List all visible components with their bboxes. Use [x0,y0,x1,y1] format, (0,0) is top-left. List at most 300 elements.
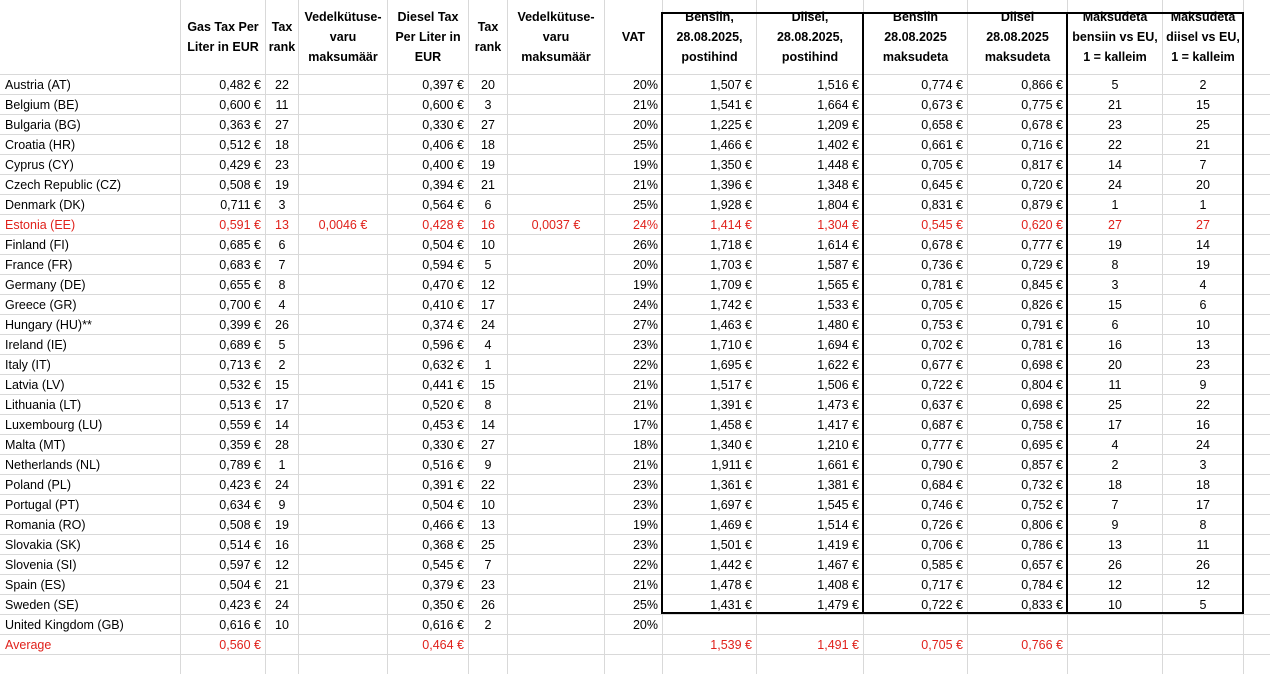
cell-gas-reserve-fee[interactable] [299,295,387,315]
cell-diesel-reserve-fee[interactable] [508,435,604,455]
cell-petrol-pre-tax[interactable]: 0,585 € [921,558,963,572]
cell-country[interactable]: Slovenia (SI) [5,558,77,572]
cell-gas-tax[interactable]: 0,482 € [219,78,261,92]
cell-diesel-tax[interactable]: 0,520 € [422,398,464,412]
cell-vat[interactable]: 20% [632,78,658,92]
cell-country[interactable]: Bulgaria (BG) [5,118,81,132]
cell-vat[interactable] [605,635,662,655]
cell-diesel-reserve-fee[interactable] [508,135,604,155]
cell-diesel-pre-tax[interactable]: 0,716 € [1021,138,1063,152]
cell-gas-reserve-fee[interactable] [299,95,387,115]
cell-diesel-price[interactable]: 1,514 € [817,518,859,532]
cell-diesel-rank-eu[interactable]: 26 [1196,558,1210,572]
cell-diesel-reserve-fee[interactable]: 0,0037 € [531,218,581,232]
cell-diesel-tax[interactable]: 0,516 € [422,458,464,472]
cell-diesel-tax-rank[interactable]: 3 [484,98,492,112]
cell-petrol-pre-tax[interactable]: 0,705 € [921,638,963,652]
cell-diesel-rank-eu[interactable]: 7 [1199,158,1207,172]
cell-gas-tax[interactable]: 0,399 € [219,318,261,332]
cell-diesel-pre-tax[interactable]: 0,720 € [1021,178,1063,192]
cell-gas-reserve-fee[interactable] [299,415,387,435]
cell-diesel-price[interactable]: 1,622 € [817,358,859,372]
cell-gas-reserve-fee[interactable] [299,115,387,135]
cell-diesel-reserve-fee[interactable] [508,155,604,175]
cell-country[interactable]: Germany (DE) [5,278,86,292]
cell-gas-tax-rank[interactable]: 8 [278,278,286,292]
cell-diesel-reserve-fee[interactable] [508,595,604,615]
cell-gas-tax[interactable]: 0,532 € [219,378,261,392]
cell-petrol-rank-eu[interactable]: 11 [1108,378,1122,392]
cell-diesel-reserve-fee[interactable] [508,95,604,115]
cell-country[interactable]: United Kingdom (GB) [5,618,124,632]
cell-petrol-price[interactable]: 1,340 € [710,438,752,452]
cell-diesel-price[interactable] [757,615,863,635]
cell-diesel-pre-tax[interactable]: 0,620 € [1021,218,1063,232]
cell-petrol-price[interactable]: 1,391 € [710,398,752,412]
cell-gas-tax[interactable]: 0,359 € [219,438,261,452]
cell-gas-tax[interactable]: 0,504 € [219,578,261,592]
cell-petrol-price[interactable]: 1,507 € [710,78,752,92]
cell-diesel-reserve-fee[interactable] [508,515,604,535]
cell-diesel-pre-tax[interactable]: 0,758 € [1021,418,1063,432]
cell-petrol-rank-eu[interactable]: 10 [1108,598,1122,612]
cell-diesel-pre-tax[interactable]: 0,695 € [1021,438,1063,452]
cell-petrol-pre-tax[interactable]: 0,658 € [921,118,963,132]
cell-petrol-price[interactable]: 1,541 € [710,98,752,112]
cell-petrol-rank-eu[interactable]: 12 [1108,578,1122,592]
cell-vat[interactable]: 21% [632,178,658,192]
cell-diesel-tax-rank[interactable]: 2 [484,618,492,632]
cell-country[interactable]: Belgium (BE) [5,98,79,112]
cell-petrol-price[interactable]: 1,458 € [710,418,752,432]
cell-vat[interactable]: 24% [632,218,658,232]
cell-vat[interactable]: 23% [632,338,658,352]
cell-vat[interactable]: 27% [632,318,658,332]
cell-gas-tax-rank[interactable]: 23 [275,158,289,172]
cell-diesel-reserve-fee[interactable] [508,535,604,555]
cell-petrol-rank-eu[interactable]: 15 [1108,298,1122,312]
cell-petrol-pre-tax[interactable]: 0,774 € [921,78,963,92]
cell-diesel-price[interactable]: 1,348 € [817,178,859,192]
cell-diesel-tax[interactable]: 0,600 € [422,98,464,112]
cell-diesel-pre-tax[interactable]: 0,817 € [1021,158,1063,172]
cell-gas-tax-rank[interactable]: 15 [275,378,289,392]
cell-diesel-rank-eu[interactable]: 2 [1199,78,1207,92]
cell-gas-tax-rank[interactable]: 26 [275,318,289,332]
cell-diesel-rank-eu[interactable]: 15 [1196,98,1210,112]
cell-diesel-price[interactable]: 1,614 € [817,238,859,252]
cell-country[interactable]: Portugal (PT) [5,498,80,512]
header-diesel-price[interactable]: Diisel, 28.08.2025, postihind [776,10,844,64]
cell-diesel-rank-eu[interactable] [1163,615,1243,635]
cell-gas-tax-rank[interactable]: 13 [275,218,289,232]
cell-petrol-pre-tax[interactable]: 0,687 € [921,418,963,432]
cell-diesel-pre-tax[interactable]: 0,833 € [1021,598,1063,612]
cell-gas-reserve-fee[interactable] [299,75,387,95]
cell-petrol-pre-tax[interactable]: 0,661 € [921,138,963,152]
header-diesel-pre-tax[interactable]: Diisel 28.08.2025 maksudeta [984,10,1051,64]
cell-gas-reserve-fee[interactable] [299,375,387,395]
cell-gas-tax-rank[interactable]: 19 [275,178,289,192]
cell-diesel-price[interactable]: 1,506 € [817,378,859,392]
cell-gas-reserve-fee[interactable] [299,315,387,335]
cell-diesel-pre-tax[interactable]: 0,698 € [1021,398,1063,412]
cell-country[interactable]: Czech Republic (CZ) [5,178,122,192]
cell-petrol-rank-eu[interactable]: 27 [1108,218,1122,232]
cell-diesel-tax[interactable]: 0,330 € [422,438,464,452]
cell-vat[interactable]: 21% [632,98,658,112]
cell-country[interactable]: Hungary (HU)** [5,318,92,332]
cell-diesel-rank-eu[interactable]: 17 [1196,498,1210,512]
cell-vat[interactable]: 21% [632,578,658,592]
cell-petrol-price[interactable]: 1,225 € [710,118,752,132]
cell-diesel-tax-rank[interactable] [469,635,507,655]
header-country[interactable] [1,0,180,74]
cell-petrol-rank-eu[interactable]: 24 [1108,178,1122,192]
cell-petrol-price[interactable] [663,615,756,635]
cell-country[interactable]: Ireland (IE) [5,338,67,352]
cell-diesel-rank-eu[interactable]: 16 [1196,418,1210,432]
cell-petrol-rank-eu[interactable]: 18 [1108,478,1122,492]
cell-diesel-price[interactable]: 1,545 € [817,498,859,512]
cell-gas-tax-rank[interactable]: 17 [275,398,289,412]
header-petrol-pre-tax[interactable]: Bensiin 28.08.2025 maksudeta [882,10,949,64]
cell-gas-tax[interactable]: 0,683 € [219,258,261,272]
cell-diesel-tax[interactable]: 0,330 € [422,118,464,132]
cell-petrol-rank-eu[interactable]: 3 [1111,278,1119,292]
cell-petrol-rank-eu[interactable]: 25 [1108,398,1122,412]
cell-diesel-reserve-fee[interactable] [508,495,604,515]
cell-diesel-tax-rank[interactable]: 21 [481,178,495,192]
cell-diesel-price[interactable]: 1,491 € [817,638,859,652]
cell-petrol-price[interactable]: 1,350 € [710,158,752,172]
cell-gas-reserve-fee[interactable] [299,275,387,295]
cell-diesel-tax[interactable]: 0,464 € [422,638,464,652]
cell-diesel-tax-rank[interactable]: 18 [481,138,495,152]
cell-diesel-price[interactable]: 1,479 € [817,598,859,612]
cell-gas-tax[interactable]: 0,689 € [219,338,261,352]
cell-vat[interactable]: 18% [632,438,658,452]
cell-country[interactable]: Poland (PL) [5,478,72,492]
cell-diesel-reserve-fee[interactable] [508,475,604,495]
cell-petrol-rank-eu[interactable]: 16 [1108,338,1122,352]
cell-gas-tax[interactable]: 0,591 € [219,218,261,232]
cell-diesel-rank-eu[interactable]: 8 [1199,518,1207,532]
cell-diesel-rank-eu[interactable]: 19 [1196,258,1210,272]
cell-gas-reserve-fee[interactable] [299,455,387,475]
cell-petrol-rank-eu[interactable]: 13 [1108,538,1122,552]
header-diesel-reserve-fee[interactable]: Vedelkütuse- varu maksumäär [517,10,595,64]
cell-petrol-pre-tax[interactable]: 0,702 € [921,338,963,352]
cell-petrol-pre-tax[interactable]: 0,545 € [921,218,963,232]
header-diesel-tax-rank[interactable]: Tax rank [474,20,502,54]
cell-diesel-tax[interactable]: 0,428 € [422,218,464,232]
cell-petrol-price[interactable]: 1,361 € [710,478,752,492]
cell-gas-tax[interactable]: 0,789 € [219,458,261,472]
cell-gas-tax[interactable]: 0,508 € [219,178,261,192]
cell-petrol-rank-eu[interactable]: 5 [1111,78,1119,92]
cell-diesel-tax-rank[interactable]: 14 [481,418,495,432]
cell-diesel-price[interactable]: 1,473 € [817,398,859,412]
cell-diesel-reserve-fee[interactable] [508,235,604,255]
cell-diesel-tax-rank[interactable]: 5 [484,258,492,272]
cell-gas-tax[interactable]: 0,508 € [219,518,261,532]
cell-petrol-pre-tax[interactable]: 0,753 € [921,318,963,332]
cell-gas-tax-rank[interactable]: 24 [275,598,289,612]
cell-diesel-tax[interactable]: 0,406 € [422,138,464,152]
cell-petrol-price[interactable]: 1,697 € [710,498,752,512]
cell-gas-tax[interactable]: 0,616 € [219,618,261,632]
cell-diesel-reserve-fee[interactable] [508,455,604,475]
cell-diesel-rank-eu[interactable]: 12 [1196,578,1210,592]
cell-diesel-tax[interactable]: 0,441 € [422,378,464,392]
cell-petrol-pre-tax[interactable]: 0,746 € [921,498,963,512]
cell-petrol-rank-eu[interactable]: 6 [1111,318,1119,332]
cell-gas-tax-rank[interactable]: 24 [275,478,289,492]
cell-petrol-price[interactable]: 1,478 € [710,578,752,592]
cell-petrol-pre-tax[interactable]: 0,736 € [921,258,963,272]
cell-petrol-price[interactable]: 1,928 € [710,198,752,212]
cell-diesel-reserve-fee[interactable] [508,375,604,395]
cell-diesel-pre-tax[interactable]: 0,657 € [1021,558,1063,572]
cell-gas-tax[interactable]: 0,700 € [219,298,261,312]
cell-diesel-rank-eu[interactable]: 3 [1199,458,1207,472]
cell-diesel-price[interactable]: 1,694 € [817,338,859,352]
cell-diesel-rank-eu[interactable]: 22 [1196,398,1210,412]
cell-gas-tax-rank[interactable]: 7 [278,258,286,272]
cell-petrol-rank-eu[interactable]: 1 [1111,198,1119,212]
cell-gas-reserve-fee[interactable] [299,195,387,215]
cell-gas-reserve-fee[interactable] [299,475,387,495]
cell-gas-tax-rank[interactable]: 3 [278,198,286,212]
cell-diesel-pre-tax[interactable] [968,615,1067,635]
cell-country[interactable]: Cyprus (CY) [5,158,74,172]
cell-country[interactable]: Sweden (SE) [5,598,79,612]
cell-vat[interactable]: 19% [632,278,658,292]
cell-diesel-tax-rank[interactable]: 9 [484,458,492,472]
cell-country[interactable]: Croatia (HR) [5,138,76,152]
cell-petrol-rank-eu[interactable]: 26 [1108,558,1122,572]
cell-petrol-rank-eu[interactable] [1068,635,1162,655]
header-gas-tax-rank[interactable]: Tax rank [268,20,296,54]
cell-petrol-rank-eu[interactable]: 7 [1111,498,1119,512]
cell-vat[interactable]: 17% [632,418,658,432]
cell-petrol-rank-eu[interactable]: 22 [1108,138,1122,152]
cell-diesel-rank-eu[interactable]: 5 [1199,598,1207,612]
cell-vat[interactable]: 25% [632,198,658,212]
cell-diesel-tax[interactable]: 0,504 € [422,498,464,512]
cell-country[interactable]: Slovakia (SK) [5,538,81,552]
cell-petrol-rank-eu[interactable]: 9 [1111,518,1119,532]
cell-vat[interactable]: 23% [632,538,658,552]
cell-diesel-reserve-fee[interactable] [508,195,604,215]
cell-diesel-rank-eu[interactable]: 1 [1199,198,1207,212]
cell-diesel-rank-eu[interactable]: 6 [1199,298,1207,312]
cell-gas-tax[interactable]: 0,423 € [219,598,261,612]
cell-gas-reserve-fee[interactable] [299,175,387,195]
cell-petrol-rank-eu[interactable]: 19 [1108,238,1122,252]
cell-petrol-pre-tax[interactable]: 0,790 € [921,458,963,472]
cell-diesel-tax-rank[interactable]: 7 [484,558,492,572]
cell-gas-tax-rank[interactable]: 28 [275,438,289,452]
cell-gas-tax[interactable]: 0,655 € [219,278,261,292]
cell-gas-tax[interactable]: 0,560 € [219,638,261,652]
cell-diesel-pre-tax[interactable]: 0,777 € [1021,238,1063,252]
cell-gas-tax[interactable]: 0,711 € [220,198,261,212]
cell-diesel-tax-rank[interactable]: 4 [484,338,492,352]
cell-diesel-tax-rank[interactable]: 12 [481,278,495,292]
cell-diesel-price[interactable]: 1,402 € [817,138,859,152]
cell-diesel-pre-tax[interactable]: 0,698 € [1021,358,1063,372]
cell-diesel-price[interactable]: 1,209 € [817,118,859,132]
cell-diesel-tax-rank[interactable]: 20 [481,78,495,92]
cell-diesel-pre-tax[interactable]: 0,752 € [1021,498,1063,512]
cell-gas-tax-rank[interactable]: 6 [278,238,286,252]
cell-diesel-pre-tax[interactable]: 0,866 € [1021,78,1063,92]
cell-gas-tax-rank[interactable]: 21 [275,578,289,592]
cell-gas-reserve-fee[interactable] [299,555,387,575]
cell-diesel-tax-rank[interactable]: 6 [484,198,492,212]
cell-diesel-reserve-fee[interactable] [508,115,604,135]
cell-diesel-tax[interactable]: 0,350 € [422,598,464,612]
cell-diesel-price[interactable]: 1,381 € [817,478,859,492]
cell-diesel-pre-tax[interactable]: 0,775 € [1021,98,1063,112]
cell-petrol-pre-tax[interactable]: 0,777 € [921,438,963,452]
cell-gas-reserve-fee[interactable] [299,435,387,455]
cell-diesel-tax-rank[interactable]: 19 [481,158,495,172]
cell-petrol-rank-eu[interactable]: 2 [1111,458,1119,472]
cell-country[interactable]: Romania (RO) [5,518,86,532]
cell-diesel-tax[interactable]: 0,596 € [422,338,464,352]
cell-diesel-tax[interactable]: 0,397 € [422,78,464,92]
cell-diesel-tax-rank[interactable]: 1 [484,358,492,372]
cell-petrol-pre-tax[interactable]: 0,831 € [921,198,963,212]
cell-gas-reserve-fee[interactable] [299,155,387,175]
cell-diesel-pre-tax[interactable]: 0,729 € [1021,258,1063,272]
cell-diesel-price[interactable]: 1,210 € [817,438,859,452]
cell-petrol-rank-eu[interactable]: 21 [1108,98,1122,112]
cell-diesel-reserve-fee[interactable] [508,575,604,595]
cell-diesel-reserve-fee[interactable] [508,295,604,315]
cell-diesel-tax-rank[interactable]: 16 [481,218,495,232]
cell-diesel-reserve-fee[interactable] [508,415,604,435]
cell-diesel-price[interactable]: 1,408 € [817,578,859,592]
cell-petrol-price[interactable]: 1,396 € [710,178,752,192]
header-vat[interactable]: VAT [621,30,646,44]
cell-diesel-tax-rank[interactable]: 24 [481,318,495,332]
cell-gas-tax-rank[interactable]: 16 [275,538,289,552]
cell-country[interactable]: Lithuania (LT) [5,398,82,412]
cell-petrol-price[interactable]: 1,718 € [710,238,752,252]
cell-gas-tax[interactable]: 0,513 € [219,398,261,412]
cell-petrol-pre-tax[interactable] [864,615,967,635]
cell-diesel-tax[interactable]: 0,564 € [422,198,464,212]
cell-petrol-pre-tax[interactable]: 0,705 € [921,158,963,172]
cell-diesel-rank-eu[interactable]: 10 [1196,318,1210,332]
cell-vat[interactable]: 20% [632,618,658,632]
cell-gas-reserve-fee[interactable] [299,235,387,255]
cell-diesel-tax[interactable]: 0,374 € [422,318,464,332]
cell-petrol-pre-tax[interactable]: 0,678 € [921,238,963,252]
cell-country[interactable]: Malta (MT) [5,438,66,452]
cell-vat[interactable]: 19% [632,518,658,532]
cell-gas-tax[interactable]: 0,514 € [219,538,261,552]
cell-gas-tax-rank[interactable]: 10 [275,618,289,632]
cell-petrol-rank-eu[interactable]: 17 [1108,418,1122,432]
cell-diesel-price[interactable]: 1,480 € [817,318,859,332]
cell-petrol-price[interactable]: 1,539 € [710,638,752,652]
cell-diesel-pre-tax[interactable]: 0,857 € [1021,458,1063,472]
cell-petrol-price[interactable]: 1,911 € [711,458,752,472]
cell-petrol-price[interactable]: 1,517 € [710,378,752,392]
cell-country[interactable]: Estonia (EE) [5,218,76,232]
cell-petrol-pre-tax[interactable]: 0,781 € [921,278,963,292]
cell-diesel-tax-rank[interactable]: 25 [481,538,495,552]
cell-gas-tax-rank[interactable]: 27 [275,118,289,132]
cell-diesel-pre-tax[interactable]: 0,766 € [1021,638,1063,652]
cell-diesel-pre-tax[interactable]: 0,732 € [1021,478,1063,492]
cell-petrol-pre-tax[interactable]: 0,645 € [921,178,963,192]
cell-petrol-rank-eu[interactable]: 8 [1111,258,1119,272]
cell-gas-reserve-fee[interactable] [299,615,387,635]
header-gas-tax[interactable]: Gas Tax Per Liter in EUR [187,20,259,54]
cell-gas-reserve-fee[interactable] [299,495,387,515]
cell-petrol-pre-tax[interactable]: 0,705 € [921,298,963,312]
cell-gas-reserve-fee[interactable] [299,335,387,355]
cell-diesel-rank-eu[interactable]: 21 [1196,138,1210,152]
cell-diesel-reserve-fee[interactable] [508,635,604,655]
cell-petrol-price[interactable]: 1,469 € [710,518,752,532]
cell-vat[interactable]: 23% [632,498,658,512]
cell-vat[interactable]: 25% [632,138,658,152]
cell-petrol-pre-tax[interactable]: 0,717 € [921,578,963,592]
cell-diesel-tax-rank[interactable]: 22 [481,478,495,492]
cell-diesel-price[interactable]: 1,661 € [817,458,859,472]
header-diesel-tax[interactable]: Diesel Tax Per Liter in EUR [395,10,461,64]
cell-diesel-tax-rank[interactable]: 23 [481,578,495,592]
cell-gas-tax-rank[interactable]: 4 [278,298,286,312]
cell-diesel-rank-eu[interactable]: 27 [1196,218,1210,232]
cell-gas-tax-rank[interactable]: 1 [278,458,286,472]
cell-gas-reserve-fee[interactable] [299,355,387,375]
cell-diesel-reserve-fee[interactable] [508,615,604,635]
cell-diesel-price[interactable]: 1,565 € [817,278,859,292]
cell-country[interactable]: France (FR) [5,258,73,272]
cell-diesel-tax-rank[interactable]: 13 [481,518,495,532]
cell-country[interactable]: Spain (ES) [5,578,66,592]
cell-diesel-tax[interactable]: 0,470 € [422,278,464,292]
cell-diesel-pre-tax[interactable]: 0,784 € [1021,578,1063,592]
cell-gas-reserve-fee[interactable] [299,635,387,655]
cell-vat[interactable]: 23% [632,478,658,492]
cell-diesel-tax[interactable]: 0,594 € [422,258,464,272]
cell-diesel-rank-eu[interactable]: 11 [1196,538,1210,552]
cell-gas-reserve-fee[interactable] [299,535,387,555]
cell-gas-tax[interactable]: 0,512 € [219,138,261,152]
cell-diesel-tax-rank[interactable]: 15 [481,378,495,392]
cell-petrol-price[interactable]: 1,431 € [710,598,752,612]
cell-vat[interactable]: 21% [632,378,658,392]
cell-petrol-price[interactable]: 1,466 € [710,138,752,152]
cell-diesel-price[interactable]: 1,533 € [817,298,859,312]
cell-diesel-tax-rank[interactable]: 10 [481,238,495,252]
cell-petrol-pre-tax[interactable]: 0,684 € [921,478,963,492]
cell-diesel-price[interactable]: 1,467 € [817,558,859,572]
cell-vat[interactable]: 25% [632,598,658,612]
cell-petrol-rank-eu[interactable] [1068,615,1162,635]
cell-gas-reserve-fee[interactable] [299,595,387,615]
cell-diesel-reserve-fee[interactable] [508,335,604,355]
